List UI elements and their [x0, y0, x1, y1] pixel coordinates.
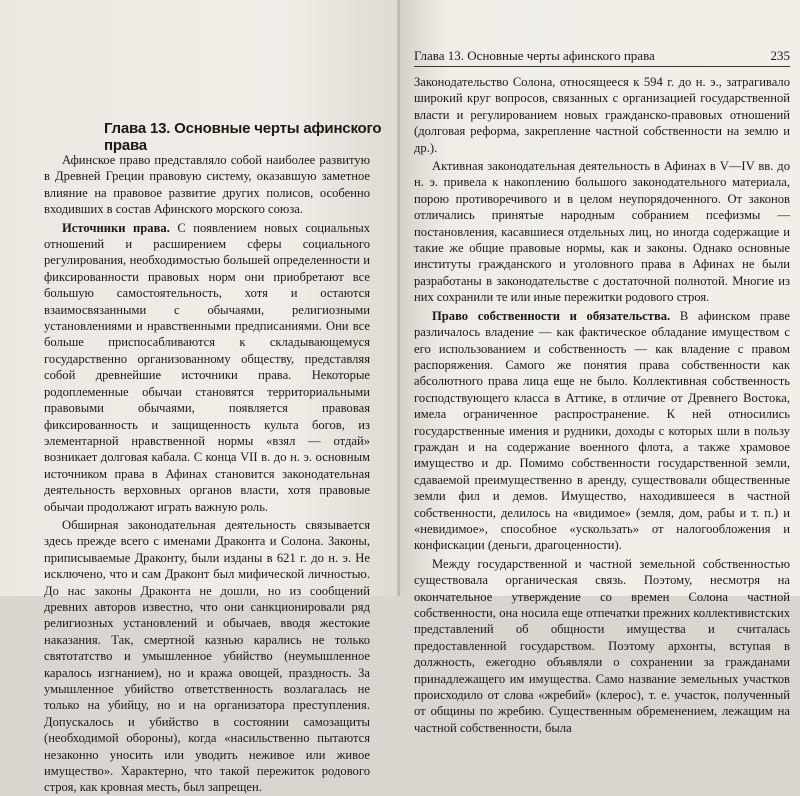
paragraph-text: Активная законодательная деятельность в Афинах в V—IV вв. до н. э. привела к накоплению большого законодательного материала, порою противоречивого и в целом неупорядоченного. От законов отличались принятые народным собранием псефизмы — постановления, касавшиеся отдельных лиц, но иногда содержащие и такие же общие правовые нормы, как и законы. Однако основные институты гражданского и уголовного права в Афинах не были разработаны в законодательстве с достаточной полнотой. Многие из них сохранили те или иные пережитки родового строя. [414, 159, 790, 305]
right-page [400, 0, 800, 735]
paragraph [414, 308, 790, 554]
chapter-title: Глава 13. Основные черты афинского права [104, 120, 382, 154]
paragraph [44, 220, 370, 515]
left-page [0, 0, 400, 795]
paragraph-text: С появлением новых социальных отношений и расширением сферы социального регулирования, необходимостью большей определенности и фиксированности правовых норм они приобретают все большую самостоятельность, хотя и остаются взаимосвязанными с обычаями, религиозными установлениями и нравственными предписаниями. Они все больше приспосабливаются к складывающемуся государственно организованному обществу, представляя собой древнейшие источники права. Некоторые родоплеменные обычаи становятся территориальными правовыми обычаями, появляется правовая фиксированность и защищенность культа богов, из элементарной нравственной нормы «взял — отдай» возникает долговая кабала. С конца VII в. до н. э. основным источником права в Афинах становится законодательная деятельность верховных органов власти, хотя правовые обычаи продолжают играть важную роль. [44, 220, 370, 514]
paragraph-text: Афинское право представляло собой наиболее развитую в Древней Греции правовую систему, оказавшую заметное влияние на правовое развитие других полисов, особенно входивших в состав Афинского морского союза. [44, 153, 370, 217]
right-text-column [414, 74, 790, 736]
paragraph-text: В афинском праве различалось владение — как фактическое обладание имуществом с его использованием и собственность — как владение с правом распоряжения. Самого же понятия права собственности как абсолютного права лица еще не было. Коллективная собственность господствующего класса в Аттике, в отличие от Древнего Востока, имела ограниченное распространение. К ней относились государственные имения и рудники, доходы с которых шли в пользу граждан и на содержание военного флота, а также храмовое имущество и др. Помимо собственности государственной земли, сдаваемой преимущественно в аренду, существовали общественные земли фил и демов. Имущество, находившееся в частной собственности, делилось на «видимое» (земля, дом, рабы и т. п.) и «невидимое», способное «ускользать» от налогообложения и конфискации (деньги, драгоценности). [414, 308, 790, 553]
running-head-title: Глава 13. Основные черты афинского права [414, 48, 655, 63]
run-in-heading: Источники права. [62, 220, 170, 235]
paragraph [414, 74, 790, 156]
header-rule [414, 66, 790, 67]
paragraph [414, 556, 790, 736]
paragraph-text: Законодательство Солона, относящееся к 594 г. до н. э., затрагивало широкий круг вопросов, связанных с организацией государственной власти и регулированием новых гражданско-правовых отношений (долговая реформа, закрепление частной собственности на землю и др.). [414, 75, 790, 155]
left-text-column [44, 152, 370, 796]
run-in-heading: Право собственности и обязательства. [432, 308, 671, 323]
paragraph [414, 158, 790, 306]
paragraph [44, 152, 370, 218]
page-number: 235 [770, 48, 790, 63]
paragraph-text: Обширная законодательная деятельность связывается здесь прежде всего с именами Драконта и Солона. Законы, приписываемые Драконту, были изданы в 621 г. до н. э. Не исключено, что и сам Драконт был мифической личностью. До нас законы Драконта не дошли, но из сообщений древних авторов известно, что они санкционировали ряд религиозных установлений и обычаев, вводя жестокие наказания. Так, смертной казнью карались не только святотатство и умышленное убийство (неумышленное каралось изгнанием), но и кража овощей, праздность. За умышленное убийство ответственность возлагалась не только на убийцу, но и на организатора преступления. Допускалось и убийство в состоянии самозащиты (необходимой обороны), когда «насильственно пытаются незаконно уносить или уводить неживое или живое имущество». Характерно, что такой пережиток родового строя, как кровная месть, был запрещен. [44, 517, 370, 795]
paragraph-text: Между государственной и частной земельной собственностью существовала органическая связь. Поэтому, несмотря на окончательное утверждение со времен Солона частной собственности, она носила еще отпечатки прежних коллективистских представлений об общности имущества и считалась предоставленной государством. Поэтому архонты, вступая в должность, ежегодно объявляли о сохранении за гражданами принадлежащего им имущества. Само название земельных участков происходило от слова «жребий» (клерос), т. е. участок, полученный от общины по жребию. Существенным обременением, лежащим на частной собственности, была [414, 556, 790, 735]
paragraph [44, 517, 370, 796]
